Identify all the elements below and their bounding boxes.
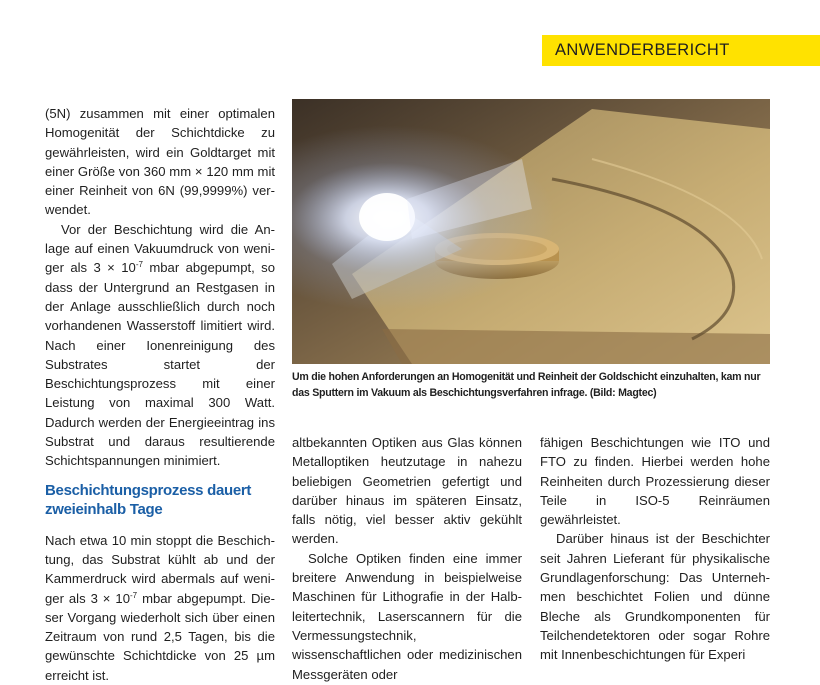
paragraph: Solche Optiken finden eine immer breitere Anwendung in beispielweise Maschinen für Lithografie in der Halbleitertechnik, Laserscannern für die Vermessungstechnik, wissenschaftlichen oder medizinischen Messgeräten oder (292, 550, 522, 682)
paragraph: Nach etwa 10 min stoppt die Beschichtung, das Substrat kühlt ab und der Kammerdruck wird abermals auf weniger als $3 \times 10^{-7}$ mbar abgepumpt. Dieser Vorgang wiederholt sich über einen Zeitraum von rund 2,5 Tagen, bis die gewünschte Schichtdicke von 25 µm erreicht ist. (45, 532, 275, 683)
paragraph: (5N) zusammen mit einer optimalen Homogenität der Schichtdicke zu gewährleisten, wird ein Goldtarget mit einer Größe von 360 mm × 120 mm mit einer Reinheit von 6N (99,9999%) verwendet. (45, 106, 275, 218)
sputtering-photo (292, 99, 770, 364)
paragraph: Vor der Beschichtung wird die Anlage auf einen Vakuumdruck von weniger als $3 \times 10^{-7}$ mbar abgepumpt, so dass der Untergrund an Restgasen in der Anlage ausschließlich durch noch vorhandenen Wasserstoff limitiert wird. Nach einer Ionenreinigung des Substrates startet der Beschichtungsprozess mit einer Leistung von maximal 300 Watt. Dadurch werden der Energieeintrag ins Substrat und daraus resultierende Schichtspannungen minimiert. (45, 221, 275, 469)
text-column-3 (540, 433, 770, 665)
paragraph: fähigen Beschichtungen wie ITO und FTO zu finden. Hierbei werden hohe Reinheiten durch Prozessierung dieser Teile in ISO-5 Reinräumen gewährleistet. (540, 435, 770, 528)
paragraph: altbekannten Optiken aus Glas können Metalloptiken heutzutage in nahezu beliebigen Geometrien gefertigt und darüber hinaus im späteren Einsatz, falls nötig, viel besser aktiv gekühlt werden. (292, 435, 522, 547)
sputtering-chamber-image (292, 99, 770, 364)
section-heading: Beschichtungsprozess dauert zweieinhalb Tage (45, 481, 252, 518)
figure-caption: Um die hohen Anforderungen an Homogenität und Reinheit der Goldschicht einzuhalten, kam nur das Sputtern im Vakuum als Beschichtungsverfahren infrage. (Bild: Magtec) (292, 371, 761, 399)
text-column-1 (45, 104, 275, 685)
text-column-2 (292, 433, 522, 684)
section-label: ANWENDERBERICHT (542, 35, 820, 66)
paragraph: Darüber hinaus ist der Beschichter seit Jahren Lieferant für physikalische Grundlagenforschung: Das Unternehmen beschichtet Folien und dünne Bleche als Grundkomponenten für Teilchendetektoren oder sogar Rohre mit Innenbeschichtungen für Experi (540, 531, 770, 663)
